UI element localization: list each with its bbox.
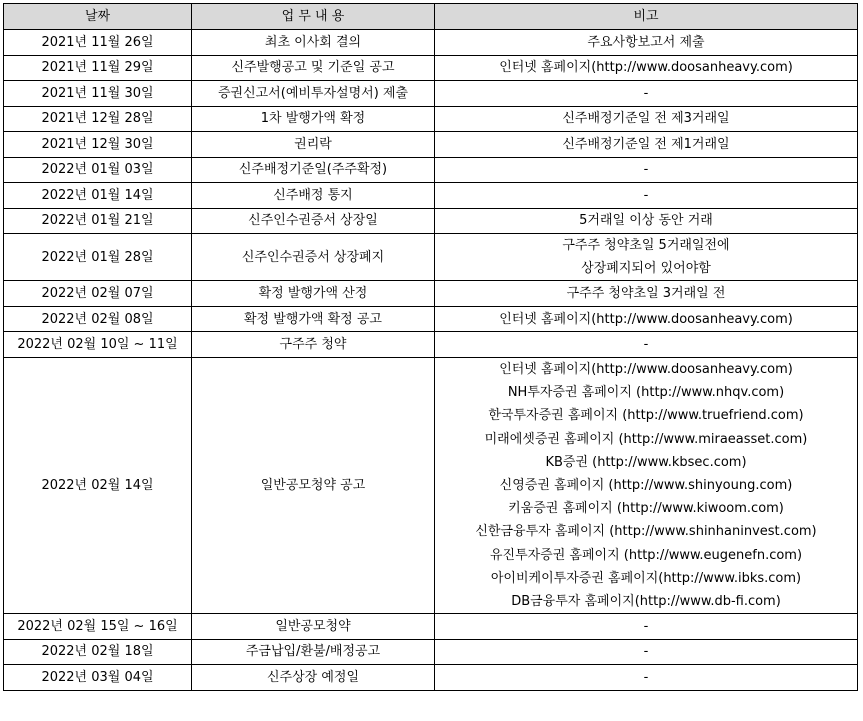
note-line: KB증권 (http://www.kbsec.com) bbox=[545, 454, 747, 470]
date-cell: 2022년 02월 07일 bbox=[4, 281, 192, 307]
table-row bbox=[4, 208, 858, 234]
note-line: 유진투자증권 홈페이지 (http://www.eugenefn.com) bbox=[489, 547, 803, 563]
table-row bbox=[4, 55, 858, 81]
note-line: - bbox=[643, 669, 649, 685]
date-cell: 2021년 11월 26일 bbox=[4, 30, 192, 56]
note-line: 신영증권 홈페이지 (http://www.shinyoung.com) bbox=[499, 477, 793, 493]
note-line: - bbox=[643, 337, 649, 353]
table-row bbox=[4, 306, 858, 332]
task-cell: 주금납입/환불/배정공고 bbox=[192, 639, 435, 665]
date-cell: 2022년 01월 21일 bbox=[4, 208, 192, 234]
note-cell bbox=[435, 208, 858, 234]
table-body bbox=[4, 30, 858, 691]
note-line: 신주배정기준일 전 제3거래일 bbox=[562, 111, 730, 127]
task-cell: 확정 발행가액 산정 bbox=[192, 281, 435, 307]
date-cell: 2022년 02월 18일 bbox=[4, 639, 192, 665]
note-line: 5거래일 이상 동안 거래 bbox=[579, 213, 713, 229]
note-line: 주요사항보고서 제출 bbox=[587, 34, 705, 50]
table-row bbox=[4, 639, 858, 665]
header-task: 업 무 내 용 bbox=[192, 4, 435, 30]
task-cell: 신주배정기준일(주주확정) bbox=[192, 157, 435, 183]
note-cell bbox=[435, 281, 858, 307]
note-line: - bbox=[643, 644, 649, 660]
note-cell bbox=[435, 665, 858, 691]
schedule-table bbox=[3, 3, 858, 691]
note-line: 상장폐지되어 있어야함 bbox=[581, 261, 711, 277]
task-cell: 구주주 청약 bbox=[192, 332, 435, 358]
note-cell bbox=[435, 234, 858, 281]
note-line: 구주주 청약초일 3거래일 전 bbox=[566, 286, 726, 302]
date-cell: 2021년 11월 30일 bbox=[4, 81, 192, 107]
note-line: 신주배정기준일 전 제1거래일 bbox=[562, 136, 730, 152]
note-line: - bbox=[643, 187, 649, 203]
header-row bbox=[4, 4, 858, 30]
note-line: - bbox=[643, 85, 649, 101]
table-row bbox=[4, 132, 858, 158]
table-row bbox=[4, 81, 858, 107]
note-cell bbox=[435, 132, 858, 158]
note-cell bbox=[435, 157, 858, 183]
note-line: 인터넷 홈페이지(http://www.doosanheavy.com) bbox=[499, 60, 793, 76]
note-line: 아이비케이투자증권 홈페이지(http://www.ibks.com) bbox=[490, 570, 802, 586]
task-cell: 일반공모청약 bbox=[192, 614, 435, 640]
date-cell: 2021년 12월 28일 bbox=[4, 106, 192, 132]
note-cell bbox=[435, 55, 858, 81]
note-cell bbox=[435, 306, 858, 332]
note-line: 미래에셋증권 홈페이지 (http://www.miraeasset.com) bbox=[484, 431, 808, 447]
date-cell: 2022년 03월 04일 bbox=[4, 665, 192, 691]
header-note: 비고 bbox=[435, 4, 858, 30]
task-cell: 증권신고서(예비투자설명서) 제출 bbox=[192, 81, 435, 107]
note-cell bbox=[435, 30, 858, 56]
task-cell: 신주인수권증서 상장폐지 bbox=[192, 234, 435, 281]
note-cell bbox=[435, 639, 858, 665]
note-line: 한국투자증권 홈페이지 (http://www.truefriend.com) bbox=[488, 408, 804, 424]
date-cell: 2022년 01월 28일 bbox=[4, 234, 192, 281]
date-cell: 2022년 02월 14일 bbox=[4, 357, 192, 613]
header-date: 날짜 bbox=[4, 4, 192, 30]
note-line: - bbox=[643, 618, 649, 634]
table-row bbox=[4, 281, 858, 307]
note-cell bbox=[435, 614, 858, 640]
task-cell: 확정 발행가액 확정 공고 bbox=[192, 306, 435, 332]
table-row bbox=[4, 183, 858, 209]
date-cell: 2022년 02월 08일 bbox=[4, 306, 192, 332]
task-cell: 신주상장 예정일 bbox=[192, 665, 435, 691]
date-cell: 2022년 01월 03일 bbox=[4, 157, 192, 183]
note-cell bbox=[435, 183, 858, 209]
date-cell: 2022년 01월 14일 bbox=[4, 183, 192, 209]
note-cell bbox=[435, 106, 858, 132]
table-row bbox=[4, 106, 858, 132]
note-line: 인터넷 홈페이지(http://www.doosanheavy.com) bbox=[499, 361, 793, 377]
table-row bbox=[4, 234, 858, 281]
date-cell: 2021년 12월 30일 bbox=[4, 132, 192, 158]
note-line: 신한금융투자 홈페이지 (http://www.shinhaninvest.com) bbox=[475, 524, 817, 540]
note-line: 키움증권 홈페이지 (http://www.kiwoom.com) bbox=[508, 501, 784, 517]
task-cell: 신주발행공고 및 기준일 공고 bbox=[192, 55, 435, 81]
note-line: 인터넷 홈페이지(http://www.doosanheavy.com) bbox=[499, 311, 793, 327]
table-row bbox=[4, 614, 858, 640]
date-cell: 2022년 02월 10일 ~ 11일 bbox=[4, 332, 192, 358]
task-cell: 최초 이사회 결의 bbox=[192, 30, 435, 56]
note-line: DB금융투자 홈페이지(http://www.db-fi.com) bbox=[511, 593, 781, 609]
date-cell: 2022년 02월 15일 ~ 16일 bbox=[4, 614, 192, 640]
task-cell: 1차 발행가액 확정 bbox=[192, 106, 435, 132]
task-cell: 신주배정 통지 bbox=[192, 183, 435, 209]
table-row bbox=[4, 357, 858, 613]
note-cell bbox=[435, 357, 858, 613]
table-row bbox=[4, 157, 858, 183]
note-line: - bbox=[643, 162, 649, 178]
note-line: 구주주 청약초일 5거래일전에 bbox=[562, 238, 730, 253]
date-cell: 2021년 11월 29일 bbox=[4, 55, 192, 81]
note-cell bbox=[435, 332, 858, 358]
task-cell: 권리락 bbox=[192, 132, 435, 158]
task-cell: 일반공모청약 공고 bbox=[192, 357, 435, 613]
task-cell: 신주인수권증서 상장일 bbox=[192, 208, 435, 234]
table-row bbox=[4, 665, 858, 691]
note-line: NH투자증권 홈페이지 (http://www.nhqv.com) bbox=[507, 385, 785, 401]
table-row bbox=[4, 30, 858, 56]
note-cell bbox=[435, 81, 858, 107]
table-row bbox=[4, 332, 858, 358]
